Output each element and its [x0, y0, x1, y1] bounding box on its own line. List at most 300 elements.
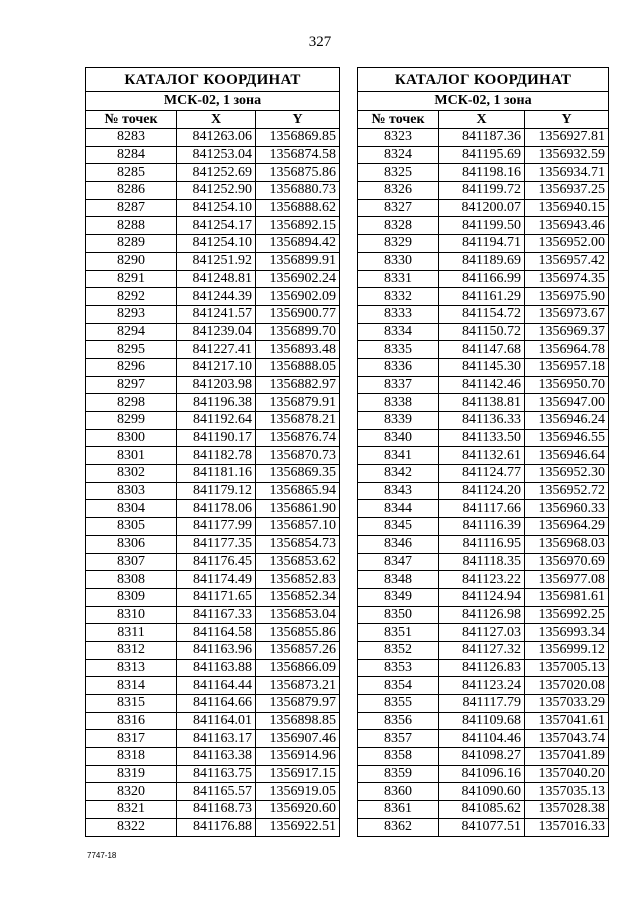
table-row [358, 182, 609, 200]
x-coordinate: 841150.72 [439, 323, 525, 341]
x-coordinate: 841171.65 [177, 588, 256, 606]
table-row [86, 677, 340, 695]
y-coordinate: 1356960.33 [525, 500, 609, 518]
y-coordinate: 1356920.60 [256, 801, 340, 819]
y-coordinate: 1356922.51 [256, 818, 340, 836]
y-coordinate: 1356892.15 [256, 217, 340, 235]
y-coordinate: 1356952.30 [525, 465, 609, 483]
point-number: 8358 [358, 748, 439, 766]
table-row [358, 394, 609, 412]
point-number: 8342 [358, 465, 439, 483]
point-number: 8294 [86, 323, 177, 341]
table-row [86, 500, 340, 518]
x-coordinate: 841124.94 [439, 588, 525, 606]
x-coordinate: 841085.62 [439, 801, 525, 819]
y-coordinate: 1356981.61 [525, 588, 609, 606]
point-number: 8360 [358, 783, 439, 801]
y-coordinate: 1356943.46 [525, 217, 609, 235]
table-row [358, 376, 609, 394]
point-number: 8295 [86, 341, 177, 359]
table-row [358, 677, 609, 695]
table-row [86, 659, 340, 677]
point-number: 8337 [358, 376, 439, 394]
x-coordinate: 841163.96 [177, 641, 256, 659]
point-number: 8346 [358, 535, 439, 553]
point-number: 8302 [86, 465, 177, 483]
y-coordinate: 1356865.94 [256, 482, 340, 500]
point-number: 8307 [86, 553, 177, 571]
x-coordinate: 841136.33 [439, 412, 525, 430]
point-number: 8312 [86, 641, 177, 659]
y-coordinate: 1356882.97 [256, 376, 340, 394]
x-coordinate: 841164.01 [177, 712, 256, 730]
y-coordinate: 1357016.33 [525, 818, 609, 836]
table-row [358, 730, 609, 748]
table-row [86, 412, 340, 430]
catalog-zone-row [86, 92, 340, 111]
table-row [86, 323, 340, 341]
y-coordinate: 1356853.62 [256, 553, 340, 571]
y-coordinate: 1356869.85 [256, 129, 340, 147]
x-coordinate: 841178.06 [177, 500, 256, 518]
x-coordinate: 841154.72 [439, 305, 525, 323]
table-row [358, 323, 609, 341]
y-coordinate: 1356946.24 [525, 412, 609, 430]
x-coordinate: 841248.81 [177, 270, 256, 288]
x-coordinate: 841147.68 [439, 341, 525, 359]
catalog-title-row [358, 68, 609, 92]
point-number: 8338 [358, 394, 439, 412]
point-number: 8339 [358, 412, 439, 430]
point-number: 8310 [86, 606, 177, 624]
x-coordinate: 841096.16 [439, 765, 525, 783]
x-coordinate: 841163.88 [177, 659, 256, 677]
header-y: Y [256, 111, 340, 129]
point-number: 8325 [358, 164, 439, 182]
x-coordinate: 841194.71 [439, 235, 525, 253]
y-coordinate: 1356857.10 [256, 518, 340, 536]
point-number: 8334 [358, 323, 439, 341]
catalog-body-left [86, 68, 340, 837]
y-coordinate: 1356969.37 [525, 323, 609, 341]
x-coordinate: 841165.57 [177, 783, 256, 801]
x-coordinate: 841176.45 [177, 553, 256, 571]
point-number: 8314 [86, 677, 177, 695]
y-coordinate: 1356968.03 [525, 535, 609, 553]
point-number: 8328 [358, 217, 439, 235]
table-row [358, 217, 609, 235]
y-coordinate: 1356853.04 [256, 606, 340, 624]
table-row [358, 606, 609, 624]
point-number: 8322 [86, 818, 177, 836]
y-coordinate: 1356893.48 [256, 341, 340, 359]
catalog-title-row [86, 68, 340, 92]
x-coordinate: 841177.35 [177, 535, 256, 553]
point-number: 8303 [86, 482, 177, 500]
y-coordinate: 1356873.21 [256, 677, 340, 695]
point-number: 8301 [86, 447, 177, 465]
y-coordinate: 1356957.42 [525, 252, 609, 270]
y-coordinate: 1356964.78 [525, 341, 609, 359]
x-coordinate: 841116.39 [439, 518, 525, 536]
point-number: 8285 [86, 164, 177, 182]
point-number: 8309 [86, 588, 177, 606]
x-coordinate: 841090.60 [439, 783, 525, 801]
x-coordinate: 841174.49 [177, 571, 256, 589]
table-row [358, 500, 609, 518]
catalog-zone-row [358, 92, 609, 111]
x-coordinate: 841179.12 [177, 482, 256, 500]
table-row [86, 270, 340, 288]
table-row [86, 783, 340, 801]
y-coordinate: 1356999.12 [525, 641, 609, 659]
y-coordinate: 1357035.13 [525, 783, 609, 801]
x-coordinate: 841252.69 [177, 164, 256, 182]
y-coordinate: 1356852.34 [256, 588, 340, 606]
y-coordinate: 1356957.18 [525, 358, 609, 376]
page-number: 327 [308, 34, 332, 50]
x-coordinate: 841127.03 [439, 624, 525, 642]
y-coordinate: 1356970.69 [525, 553, 609, 571]
coordinate-catalog-right [357, 67, 609, 837]
column-header-row [358, 111, 609, 129]
point-number: 8333 [358, 305, 439, 323]
point-number: 8329 [358, 235, 439, 253]
x-coordinate: 841098.27 [439, 748, 525, 766]
table-row [358, 765, 609, 783]
point-number: 8327 [358, 199, 439, 217]
y-coordinate: 1356947.00 [525, 394, 609, 412]
y-coordinate: 1356888.05 [256, 358, 340, 376]
x-coordinate: 841254.10 [177, 235, 256, 253]
y-coordinate: 1356950.70 [525, 376, 609, 394]
y-coordinate: 1356902.09 [256, 288, 340, 306]
header-y: Y [525, 111, 609, 129]
point-number: 8308 [86, 571, 177, 589]
x-coordinate: 841127.32 [439, 641, 525, 659]
x-coordinate: 841164.58 [177, 624, 256, 642]
table-row [86, 765, 340, 783]
x-coordinate: 841163.75 [177, 765, 256, 783]
table-row [86, 341, 340, 359]
point-number: 8357 [358, 730, 439, 748]
table-row [86, 518, 340, 536]
table-row [86, 429, 340, 447]
y-coordinate: 1356899.70 [256, 323, 340, 341]
x-coordinate: 841133.50 [439, 429, 525, 447]
x-coordinate: 841241.57 [177, 305, 256, 323]
x-coordinate: 841190.17 [177, 429, 256, 447]
y-coordinate: 1356975.90 [525, 288, 609, 306]
x-coordinate: 841239.04 [177, 323, 256, 341]
table-row [358, 235, 609, 253]
point-number: 8292 [86, 288, 177, 306]
point-number: 8324 [358, 146, 439, 164]
x-coordinate: 841199.50 [439, 217, 525, 235]
y-coordinate: 1356888.62 [256, 199, 340, 217]
point-number: 8336 [358, 358, 439, 376]
point-number: 8352 [358, 641, 439, 659]
y-coordinate: 1356934.71 [525, 164, 609, 182]
catalog-zone: МСК-02, 1 зона [358, 92, 609, 111]
x-coordinate: 841138.81 [439, 394, 525, 412]
table-row [358, 482, 609, 500]
x-coordinate: 841254.17 [177, 217, 256, 235]
x-coordinate: 841196.38 [177, 394, 256, 412]
table-row [86, 305, 340, 323]
y-coordinate: 1356977.08 [525, 571, 609, 589]
y-coordinate: 1356876.74 [256, 429, 340, 447]
point-number: 8318 [86, 748, 177, 766]
point-number: 8359 [358, 765, 439, 783]
x-coordinate: 841142.46 [439, 376, 525, 394]
point-number: 8340 [358, 429, 439, 447]
x-coordinate: 841203.98 [177, 376, 256, 394]
y-coordinate: 1356964.29 [525, 518, 609, 536]
header-point: № точек [86, 111, 177, 129]
y-coordinate: 1356861.90 [256, 500, 340, 518]
table-row [86, 146, 340, 164]
table-row [358, 412, 609, 430]
table-row [86, 376, 340, 394]
table-row [358, 129, 609, 147]
table-row [86, 358, 340, 376]
table-row [358, 553, 609, 571]
table-row [86, 217, 340, 235]
table-row [86, 624, 340, 642]
y-coordinate: 1356854.73 [256, 535, 340, 553]
table-row [358, 818, 609, 836]
y-coordinate: 1357028.38 [525, 801, 609, 819]
point-number: 8291 [86, 270, 177, 288]
header-point: № точек [358, 111, 439, 129]
x-coordinate: 841200.07 [439, 199, 525, 217]
point-number: 8345 [358, 518, 439, 536]
table-row [358, 429, 609, 447]
point-number: 8317 [86, 730, 177, 748]
x-coordinate: 841117.66 [439, 500, 525, 518]
y-coordinate: 1356894.42 [256, 235, 340, 253]
point-number: 8331 [358, 270, 439, 288]
point-number: 8332 [358, 288, 439, 306]
x-coordinate: 841217.10 [177, 358, 256, 376]
table-row [86, 641, 340, 659]
y-coordinate: 1356852.83 [256, 571, 340, 589]
header-x: X [439, 111, 525, 129]
table-row [358, 252, 609, 270]
point-number: 8341 [358, 447, 439, 465]
table-row [358, 659, 609, 677]
y-coordinate: 1356914.96 [256, 748, 340, 766]
point-number: 8343 [358, 482, 439, 500]
table-row [86, 571, 340, 589]
x-coordinate: 841177.99 [177, 518, 256, 536]
y-coordinate: 1356952.72 [525, 482, 609, 500]
point-number: 8300 [86, 429, 177, 447]
x-coordinate: 841123.24 [439, 677, 525, 695]
point-number: 8288 [86, 217, 177, 235]
table-row [358, 146, 609, 164]
point-number: 8344 [358, 500, 439, 518]
table-row [86, 288, 340, 306]
point-number: 8320 [86, 783, 177, 801]
x-coordinate: 841195.69 [439, 146, 525, 164]
point-number: 8286 [86, 182, 177, 200]
x-coordinate: 841132.61 [439, 447, 525, 465]
y-coordinate: 1356992.25 [525, 606, 609, 624]
y-coordinate: 1356946.64 [525, 447, 609, 465]
x-coordinate: 841164.66 [177, 695, 256, 713]
y-coordinate: 1356870.73 [256, 447, 340, 465]
header-x: X [177, 111, 256, 129]
table-row [358, 748, 609, 766]
document-code: 7747-18 [87, 851, 117, 860]
x-coordinate: 841077.51 [439, 818, 525, 836]
x-coordinate: 841251.92 [177, 252, 256, 270]
point-number: 8349 [358, 588, 439, 606]
table-row [86, 712, 340, 730]
point-number: 8350 [358, 606, 439, 624]
y-coordinate: 1357020.08 [525, 677, 609, 695]
table-row [358, 465, 609, 483]
y-coordinate: 1356973.67 [525, 305, 609, 323]
column-header-row [86, 111, 340, 129]
point-number: 8290 [86, 252, 177, 270]
table-row [86, 553, 340, 571]
x-coordinate: 841254.10 [177, 199, 256, 217]
table-row [358, 518, 609, 536]
table-row [86, 235, 340, 253]
table-row [358, 535, 609, 553]
table-row [86, 588, 340, 606]
point-number: 8353 [358, 659, 439, 677]
point-number: 8289 [86, 235, 177, 253]
table-row [358, 801, 609, 819]
point-number: 8287 [86, 199, 177, 217]
x-coordinate: 841109.68 [439, 712, 525, 730]
point-number: 8299 [86, 412, 177, 430]
coordinate-catalog-left [85, 67, 340, 837]
point-number: 8316 [86, 712, 177, 730]
table-row [86, 535, 340, 553]
table-row [86, 695, 340, 713]
x-coordinate: 841244.39 [177, 288, 256, 306]
table-row [358, 641, 609, 659]
y-coordinate: 1356952.00 [525, 235, 609, 253]
y-coordinate: 1356993.34 [525, 624, 609, 642]
point-number: 8330 [358, 252, 439, 270]
point-number: 8283 [86, 129, 177, 147]
x-coordinate: 841192.64 [177, 412, 256, 430]
point-number: 8298 [86, 394, 177, 412]
x-coordinate: 841166.99 [439, 270, 525, 288]
point-number: 8355 [358, 695, 439, 713]
point-number: 8354 [358, 677, 439, 695]
table-row [358, 712, 609, 730]
table-row [86, 801, 340, 819]
x-coordinate: 841164.44 [177, 677, 256, 695]
x-coordinate: 841176.88 [177, 818, 256, 836]
y-coordinate: 1356879.91 [256, 394, 340, 412]
y-coordinate: 1356869.35 [256, 465, 340, 483]
point-number: 8319 [86, 765, 177, 783]
y-coordinate: 1356857.26 [256, 641, 340, 659]
y-coordinate: 1356917.15 [256, 765, 340, 783]
table-row [86, 748, 340, 766]
point-number: 8306 [86, 535, 177, 553]
table-row [358, 305, 609, 323]
x-coordinate: 841124.77 [439, 465, 525, 483]
x-coordinate: 841123.22 [439, 571, 525, 589]
table-row [358, 783, 609, 801]
table-row [86, 818, 340, 836]
y-coordinate: 1356907.46 [256, 730, 340, 748]
x-coordinate: 841124.20 [439, 482, 525, 500]
y-coordinate: 1356937.25 [525, 182, 609, 200]
x-coordinate: 841182.78 [177, 447, 256, 465]
catalog-zone: МСК-02, 1 зона [86, 92, 340, 111]
point-number: 8304 [86, 500, 177, 518]
x-coordinate: 841118.35 [439, 553, 525, 571]
catalog-title: КАТАЛОГ КООРДИНАТ [358, 68, 609, 92]
table-row [86, 129, 340, 147]
point-number: 8296 [86, 358, 177, 376]
x-coordinate: 841187.36 [439, 129, 525, 147]
point-number: 8362 [358, 818, 439, 836]
x-coordinate: 841198.16 [439, 164, 525, 182]
x-coordinate: 841116.95 [439, 535, 525, 553]
y-coordinate: 1357041.89 [525, 748, 609, 766]
point-number: 8361 [358, 801, 439, 819]
point-number: 8335 [358, 341, 439, 359]
table-row [86, 164, 340, 182]
y-coordinate: 1356899.91 [256, 252, 340, 270]
table-row [86, 447, 340, 465]
y-coordinate: 1356974.35 [525, 270, 609, 288]
x-coordinate: 841168.73 [177, 801, 256, 819]
point-number: 8323 [358, 129, 439, 147]
point-number: 8297 [86, 376, 177, 394]
y-coordinate: 1357033.29 [525, 695, 609, 713]
x-coordinate: 841104.46 [439, 730, 525, 748]
x-coordinate: 841181.16 [177, 465, 256, 483]
y-coordinate: 1356875.86 [256, 164, 340, 182]
table-row [358, 447, 609, 465]
point-number: 8351 [358, 624, 439, 642]
x-coordinate: 841199.72 [439, 182, 525, 200]
point-number: 8348 [358, 571, 439, 589]
point-number: 8326 [358, 182, 439, 200]
point-number: 8321 [86, 801, 177, 819]
y-coordinate: 1356880.73 [256, 182, 340, 200]
x-coordinate: 841253.04 [177, 146, 256, 164]
y-coordinate: 1357005.13 [525, 659, 609, 677]
table-row [86, 482, 340, 500]
x-coordinate: 841189.69 [439, 252, 525, 270]
y-coordinate: 1357040.20 [525, 765, 609, 783]
table-row [358, 571, 609, 589]
point-number: 8347 [358, 553, 439, 571]
table-row [358, 341, 609, 359]
y-coordinate: 1356878.21 [256, 412, 340, 430]
point-number: 8305 [86, 518, 177, 536]
y-coordinate: 1356855.86 [256, 624, 340, 642]
x-coordinate: 841263.06 [177, 129, 256, 147]
y-coordinate: 1356898.85 [256, 712, 340, 730]
catalog-title: КАТАЛОГ КООРДИНАТ [86, 68, 340, 92]
y-coordinate: 1356946.55 [525, 429, 609, 447]
table-row [358, 288, 609, 306]
